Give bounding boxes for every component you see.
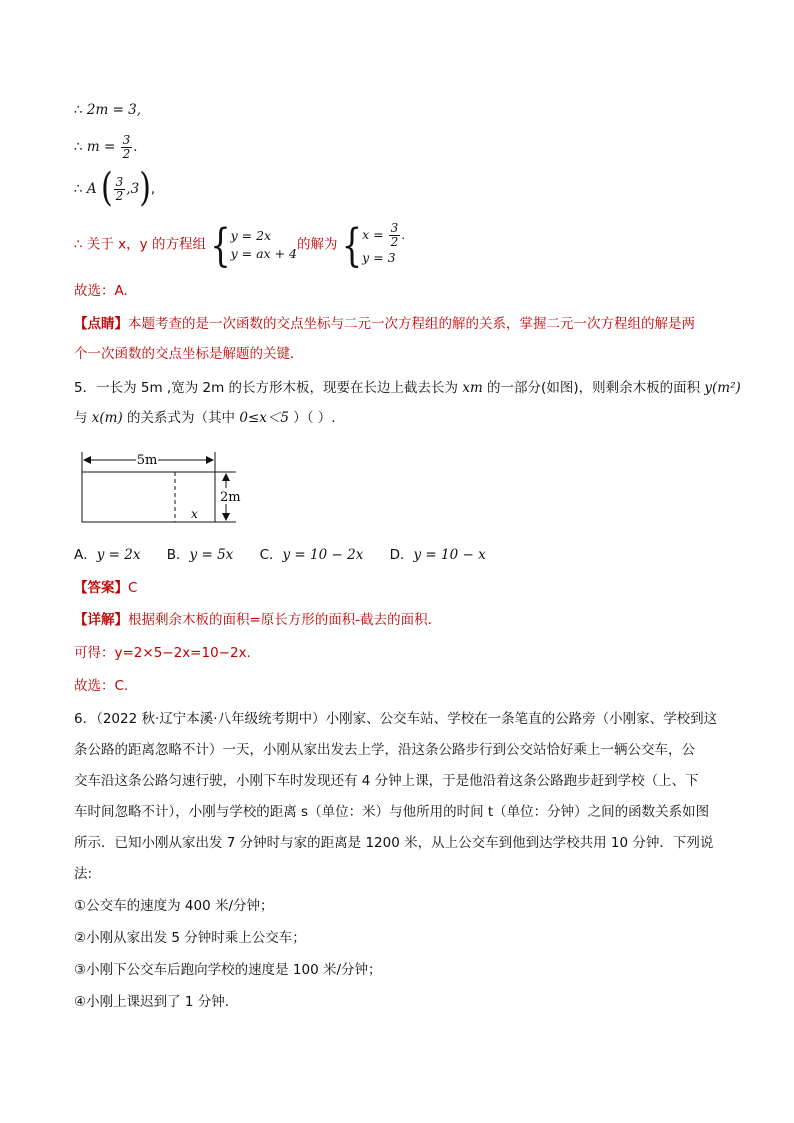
question-text: 5．一长为 5m ,宽为 2m 的长方形木板，现要在长边上截去长为 — [74, 380, 459, 396]
q5-calc: 可得：y=2×5−2x=10−2x. — [74, 645, 251, 661]
math-term: xm — [462, 380, 483, 396]
solution-y: y = 3 — [362, 250, 396, 265]
therefore-symbol: ∴ — [74, 139, 83, 155]
left-brace: { — [210, 217, 231, 272]
height-label: 2m — [220, 490, 241, 505]
choice-b[interactable] — [167, 545, 234, 565]
solution-line-4 — [74, 217, 406, 272]
q6-statement-1: ①公交车的速度为 400 米/分钟； — [74, 898, 274, 914]
cut-length-label: x — [191, 507, 198, 521]
choice-letter: B． — [166, 547, 190, 563]
q5-line-2 — [74, 408, 336, 428]
point-label: A — [86, 181, 97, 197]
solution-x-row — [362, 222, 405, 249]
choice-letter: D． — [389, 547, 414, 563]
q6-line-1: 6．（2022 秋·辽宁本溪·八年级统考期中）小刚家、公交车站、学校在一条笔直的公路旁（小刚家、学校到这 — [74, 711, 718, 727]
dianjing-text: 本题考查的是一次函数的交点坐标与二元一次方程组的解的关系，掌握二元一次方程组的解是两 — [128, 316, 695, 332]
dianjing-line-1 — [74, 314, 695, 334]
detail-label: 【详解】 — [74, 612, 128, 628]
q6-line-3: 交车沿这条公路匀速行驶，小刚下车时发现还有 4 分钟上课，于是他沿着这条公路跑步赶到学校（上、下 — [74, 773, 699, 789]
punctuation: , — [150, 181, 156, 197]
choice-letter: C． — [259, 547, 283, 563]
choice-expression: y = 10 − 2x — [282, 547, 364, 563]
punctuation: . — [133, 139, 138, 155]
choose-answer-1: 故选：A. — [74, 283, 128, 299]
q6-line-6: 法: — [74, 866, 93, 882]
therefore-symbol: ∴ — [74, 236, 83, 253]
therefore-symbol: ∴ — [74, 181, 83, 197]
answer-label: 【答案】 — [74, 580, 128, 596]
q5-choose: 故选：C. — [74, 678, 129, 694]
fraction-numerator: 3 — [115, 174, 124, 189]
math-term: x(m) — [91, 410, 123, 426]
q6-line-4: 车时间忽略不计），小刚与学校的距离 s（单位：米）与他所用的时间 t（单位：分钟）之间的函数关系如图 — [74, 804, 710, 820]
solution-line-3 — [74, 165, 156, 212]
equation-system — [231, 227, 297, 263]
board-figure — [78, 448, 248, 528]
q5-answer — [74, 578, 137, 598]
q6-line-5: 所示．已知小刚从家出发 7 分钟时与家的距离是 1200 米，从上公交车到他到达学校共用 10 分钟．下列说 — [74, 835, 714, 851]
statement-text: 关于 x，y 的方程组 — [86, 236, 206, 253]
solution-system — [362, 222, 405, 267]
question-text: 与 — [74, 410, 88, 426]
question-text: 的关系式为（其中 — [127, 410, 236, 426]
choice-letter: A． — [74, 547, 97, 563]
q5-choices — [74, 545, 508, 565]
dianjing-label: 【点睛】 — [74, 316, 128, 332]
question-text: 的一部分(如图)，则剩余木板的面积 — [487, 380, 701, 396]
q5-detail — [74, 610, 441, 630]
dianjing-line-2: 个一次函数的交点坐标是解题的关键． — [74, 346, 304, 362]
q5-line-1 — [74, 378, 741, 398]
statement-text: 的解为 — [296, 236, 338, 253]
solution-line-2 — [74, 132, 138, 162]
choice-c[interactable] — [260, 545, 364, 565]
left-brace: { — [341, 217, 363, 272]
fraction-numerator: 3 — [390, 221, 399, 235]
fraction — [389, 222, 401, 249]
fraction — [121, 134, 133, 161]
equation-text: 2m = 3, — [86, 102, 142, 118]
coordinate-text: ,3 — [126, 181, 140, 197]
choice-a[interactable] — [74, 545, 140, 565]
choice-expression: y = 5x — [189, 547, 234, 563]
math-term: y(m²) — [704, 380, 741, 396]
choice-expression: y = 10 − x — [413, 547, 486, 563]
left-paren: ( — [100, 165, 113, 212]
fraction-denominator: 2 — [115, 188, 124, 203]
q6-statement-2: ②小刚从家出发 5 分钟时乘上公交车； — [74, 930, 306, 946]
q6-statement-4: ④小刚上课迟到了 1 分钟． — [74, 994, 239, 1010]
fraction-denominator: 2 — [122, 146, 131, 161]
therefore-symbol: ∴ — [74, 102, 83, 118]
answer-value: C — [128, 580, 138, 596]
question-text: ）（ ）. — [293, 410, 336, 426]
fraction — [114, 176, 126, 203]
system-equation-2: y = ax + 4 — [230, 245, 297, 261]
solution-x: x = — [362, 227, 384, 242]
fraction-numerator: 3 — [122, 132, 131, 147]
q6-statement-3: ③小刚下公交车后跑向学校的速度是 100 米/分钟； — [74, 962, 382, 978]
math-condition: 0≤x＜5 — [239, 410, 289, 426]
solution-line-1 — [74, 100, 141, 120]
choice-expression: y = 2x — [96, 547, 141, 563]
q6-line-2: 条公路的距离忽略不计）一天，小刚从家出发去上学，沿这条公路步行到公交站恰好乘上一辆公交车，公 — [74, 742, 695, 758]
system-equation-1: y = 2x — [230, 227, 272, 243]
punctuation: . — [401, 227, 406, 242]
detail-text: 根据剩余木板的面积=原长方形的面积-截去的面积． — [128, 612, 442, 628]
width-label: 5m — [136, 453, 158, 468]
fraction-denominator: 2 — [390, 235, 399, 249]
choice-d[interactable] — [390, 545, 486, 565]
right-paren: ) — [139, 165, 151, 212]
equation-text: m = — [86, 139, 116, 155]
